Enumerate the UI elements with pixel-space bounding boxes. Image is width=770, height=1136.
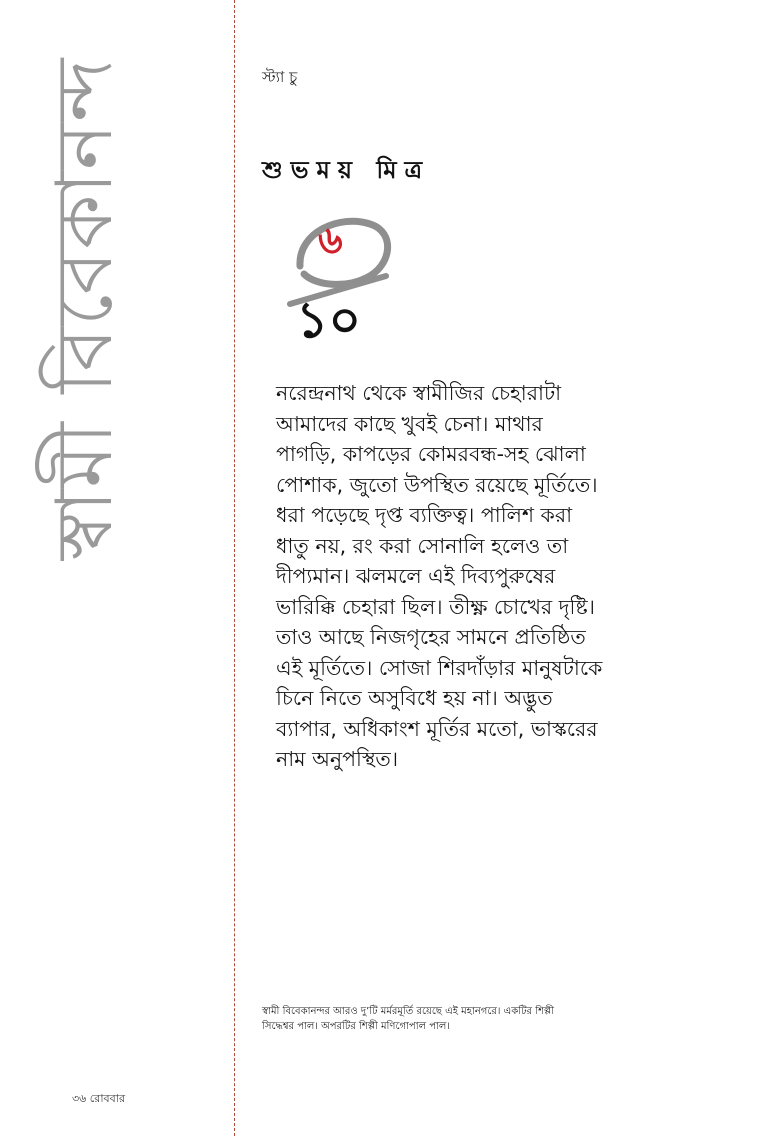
photo-caption: স্বামী বিবেকানন্দর আরও দু’টি মর্মরমূর্তি রয়েছে এই মহানগরে। একটির শিল্পী সিদ্ধেশ্বর পাল। অপরটির শিল্পী মণিগোপাল পাল।	[262, 1006, 555, 1032]
series-number-graphic	[270, 204, 420, 354]
article-body: নরেন্দ্রনাথ থেকে স্বামীজির চেহারাটা আমাদের কাছে খুবই চেনা। মাথার পাগড়ি, কাপড়ের কোমরবন্ধ-সহ ঝোলা পোশাক, জুতো উপস্থিত রয়েছে মূর্তিতে। ধরা পড়েছে দৃপ্ত ব্যক্তিত্ব। পালিশ করা ধাতু নয়, রং করা সোনালি হলেও তা দীপ্যমান। ঝলমলে এই দিব্যপুরুষের ভারিক্কি চেহারা ছিল। তীক্ষ্ণ চোখের দৃষ্টি। তাও আছে নিজগৃহের সামনে প্রতিষ্ঠিত এই মূর্তিতে। সোজা শিরদাঁড়ার মানুষটাকে চিনে নিতে অসুবিধে হয় না। অদ্ভুত ব্যাপার, অধিকাংশ মূর্তির মতো, ভাস্করের নাম অনুপস্থিত।	[276, 381, 603, 771]
vertical-title: স্বামী বিবেকানন্দ	[40, 56, 130, 560]
dashed-divider	[234, 0, 235, 1136]
series-current-number: ৬	[318, 218, 343, 262]
series-total-number: ১০	[296, 291, 361, 349]
author-name: শুভময় মিত্র	[262, 156, 431, 184]
section-label: স্ট্যা চু	[262, 68, 298, 86]
page-folio: ৩৬ রোববার	[72, 1092, 125, 1105]
vertical-title-container	[0, 0, 130, 560]
